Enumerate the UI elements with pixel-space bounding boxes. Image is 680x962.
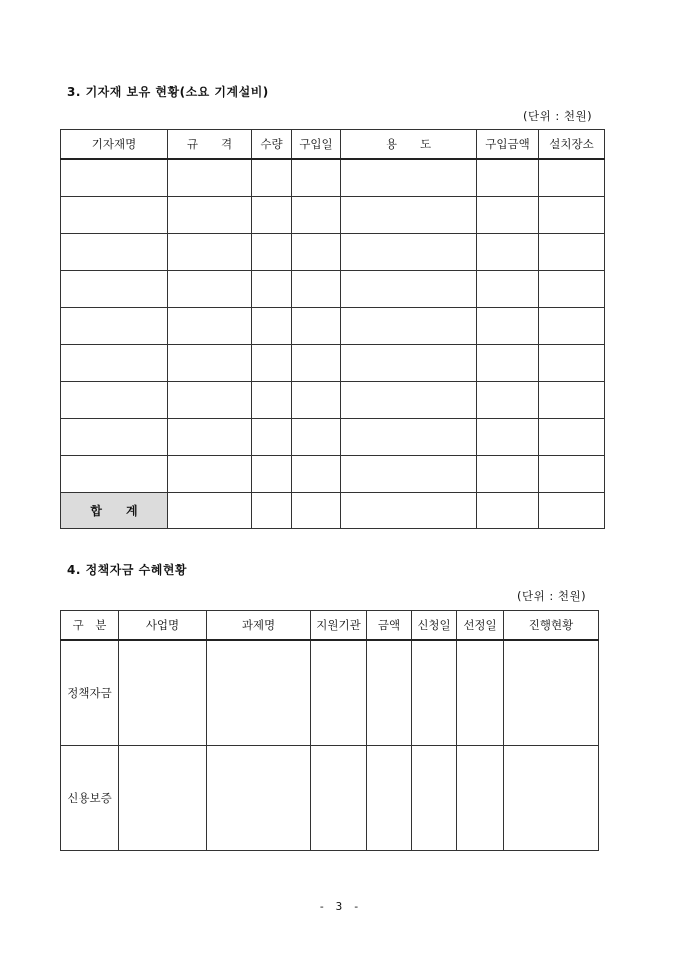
table-cell[interactable] (61, 419, 168, 456)
table-cell[interactable] (168, 234, 252, 271)
table-cell[interactable] (292, 456, 341, 493)
table-cell[interactable] (341, 197, 477, 234)
table-cell[interactable] (539, 197, 605, 234)
section-4-unit: (단위 : 천원) (517, 589, 587, 603)
table-cell[interactable] (292, 382, 341, 419)
table-row (61, 234, 605, 271)
table-row (61, 308, 605, 345)
table-cell[interactable] (252, 419, 292, 456)
table-cell[interactable] (412, 746, 457, 851)
table-cell[interactable] (168, 345, 252, 382)
table-cell[interactable] (252, 197, 292, 234)
table-cell[interactable] (168, 456, 252, 493)
table-cell[interactable] (341, 308, 477, 345)
header-usage: 용 도 (341, 130, 477, 160)
table-cell[interactable] (539, 308, 605, 345)
section-3-unit: (단위 : 천원) (523, 109, 593, 123)
table-cell[interactable] (367, 746, 412, 851)
header-install-location: 설치장소 (539, 130, 605, 160)
header-support-agency: 지원기관 (311, 611, 367, 641)
table-cell[interactable] (119, 640, 207, 746)
policy-fund-table (60, 610, 599, 851)
table-cell[interactable] (61, 159, 168, 197)
section-3-title: 3. 기자재 보유 현황(소요 기계설비) (67, 85, 269, 99)
table-cell[interactable] (477, 419, 539, 456)
table-cell[interactable] (119, 746, 207, 851)
header-select-date: 선정일 (457, 611, 504, 641)
table-cell[interactable] (168, 419, 252, 456)
total-row (61, 493, 605, 529)
row-label-credit-guarantee: 신용보증 (61, 746, 119, 851)
table-cell[interactable] (457, 640, 504, 746)
table-cell[interactable] (292, 271, 341, 308)
table-cell[interactable] (341, 382, 477, 419)
table-cell[interactable] (539, 271, 605, 308)
table-cell[interactable] (252, 345, 292, 382)
table-cell[interactable] (477, 456, 539, 493)
table-cell[interactable] (292, 234, 341, 271)
header-progress: 진행현황 (504, 611, 599, 641)
table-cell[interactable] (292, 345, 341, 382)
table-cell[interactable] (61, 382, 168, 419)
table-row (61, 159, 605, 197)
header-project-name: 사업명 (119, 611, 207, 641)
table-cell[interactable] (61, 456, 168, 493)
table-cell[interactable] (311, 746, 367, 851)
table-cell[interactable] (61, 308, 168, 345)
table-cell[interactable] (412, 640, 457, 746)
header-apply-date: 신청일 (412, 611, 457, 641)
table-cell[interactable] (168, 382, 252, 419)
table-cell[interactable] (292, 197, 341, 234)
header-purchase-amount: 구입금액 (477, 130, 539, 160)
table-cell[interactable] (477, 234, 539, 271)
table-cell[interactable] (252, 382, 292, 419)
header-category: 구 분 (61, 611, 119, 641)
table-row (61, 382, 605, 419)
table-cell[interactable] (477, 382, 539, 419)
table-cell[interactable] (61, 271, 168, 308)
page-number: - 3 - (318, 900, 362, 913)
table-cell[interactable] (252, 493, 292, 529)
table-cell[interactable] (168, 271, 252, 308)
table-cell[interactable] (539, 493, 605, 529)
table-cell[interactable] (252, 456, 292, 493)
table-cell[interactable] (504, 640, 599, 746)
table-cell[interactable] (539, 234, 605, 271)
total-label: 합 계 (61, 493, 168, 529)
section-4-title: 4. 정책자금 수혜현황 (67, 563, 188, 577)
table-cell[interactable] (252, 234, 292, 271)
table-cell[interactable] (341, 271, 477, 308)
policy-header-row (61, 611, 599, 641)
equipment-table (60, 129, 605, 529)
header-spec: 규 격 (168, 130, 252, 160)
table-row (61, 419, 605, 456)
table-cell[interactable] (367, 640, 412, 746)
table-row (61, 271, 605, 308)
header-purchase-date: 구입일 (292, 130, 341, 160)
table-cell[interactable] (477, 197, 539, 234)
table-cell[interactable] (252, 308, 292, 345)
header-equipment-name: 기자재명 (61, 130, 168, 160)
table-cell[interactable] (168, 493, 252, 529)
table-row (61, 345, 605, 382)
table-cell[interactable] (477, 159, 539, 197)
table-cell[interactable] (539, 159, 605, 197)
table-cell[interactable] (539, 345, 605, 382)
table-cell[interactable] (477, 308, 539, 345)
table-cell[interactable] (504, 746, 599, 851)
table-cell[interactable] (477, 271, 539, 308)
equipment-header-row (61, 130, 605, 160)
table-cell[interactable] (341, 493, 477, 529)
table-row (61, 456, 605, 493)
table-cell[interactable] (457, 746, 504, 851)
table-cell[interactable] (292, 419, 341, 456)
table-cell[interactable] (539, 419, 605, 456)
table-cell[interactable] (341, 345, 477, 382)
table-cell[interactable] (168, 197, 252, 234)
table-cell[interactable] (341, 159, 477, 197)
table-cell[interactable] (539, 456, 605, 493)
table-cell[interactable] (477, 493, 539, 529)
header-amount: 금액 (367, 611, 412, 641)
row-label-policy-fund: 정책자금 (61, 640, 119, 746)
table-cell[interactable] (341, 234, 477, 271)
table-cell[interactable] (292, 159, 341, 197)
table-cell[interactable] (292, 308, 341, 345)
table-cell[interactable] (61, 197, 168, 234)
table-cell[interactable] (252, 159, 292, 197)
header-quantity: 수량 (252, 130, 292, 160)
table-cell[interactable] (168, 308, 252, 345)
table-cell[interactable] (477, 345, 539, 382)
table-cell[interactable] (341, 456, 477, 493)
credit-guarantee-row (61, 746, 599, 851)
table-cell[interactable] (341, 419, 477, 456)
table-cell[interactable] (539, 382, 605, 419)
table-cell[interactable] (252, 271, 292, 308)
table-row (61, 197, 605, 234)
table-cell[interactable] (168, 159, 252, 197)
table-cell[interactable] (311, 640, 367, 746)
table-cell[interactable] (61, 345, 168, 382)
table-cell[interactable] (207, 640, 311, 746)
table-cell[interactable] (61, 234, 168, 271)
header-task-name: 과제명 (207, 611, 311, 641)
table-cell[interactable] (207, 746, 311, 851)
table-cell[interactable] (292, 493, 341, 529)
policy-fund-row (61, 640, 599, 746)
